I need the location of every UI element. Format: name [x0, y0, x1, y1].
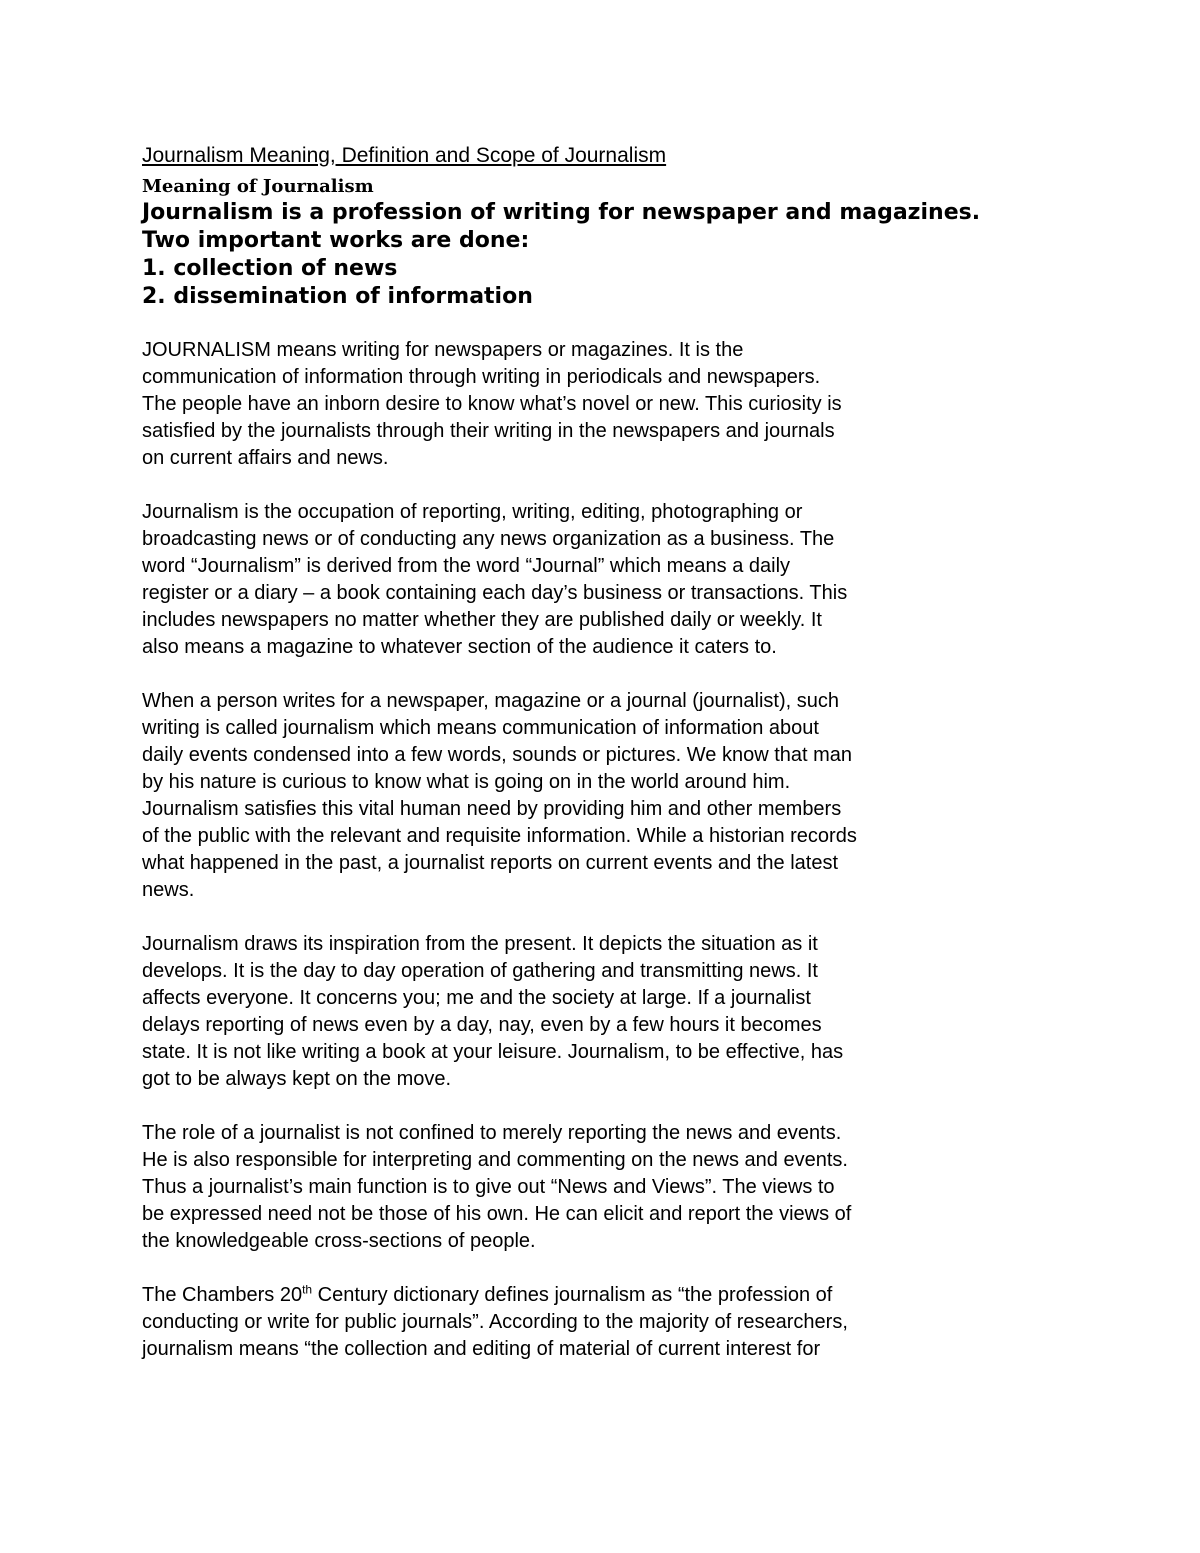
paragraph-role-of-journalist: The role of a journalist is not confined to merely reporting the news and events. He is also responsible for interpreting and commenting on the news and events. Thus a journalist’s main function is to give out “News and Views”. The views to be expressed need not be those of his own. He can elicit and report the views of the knowledgeable cross-sections of people.: [142, 1122, 852, 1252]
paragraph-inspiration: Journalism draws its inspiration from the present. It depicts the situation as it develops. It is the day to day operation of gathering and transmitting news. It affects everyone. It concerns you; me and the society at large. If a journalist delays reporting of news even by a day, nay, even by a few hours it becomes state. It is not like writing a book at your leisure. Journalism, to be effective, has got to be always kept on the move.: [142, 933, 844, 1090]
document-title: Journalism Meaning, Definition and Scope of Journalism: [142, 144, 667, 167]
ordinal-superscript: th: [302, 1282, 313, 1297]
list-item: 1. collection of news: [142, 256, 398, 281]
chambers-text-rest: Century dictionary defines journalism as “the profession of conducting or write for public journals”. According to the majority of researchers, journalism means “the collection and editing of material of current interest for: [142, 1284, 848, 1360]
intro-line: Two important works are done:: [142, 228, 530, 253]
paragraph-person-writes: When a person writes for a newspaper, magazine or a journal (journalist), such writing is called journalism which means communication of information about daily events condensed into a few words, sounds or pictures. We know that man by his nature is curious to know what is going on in the world around him. Journalism satisfies this vital human need by providing him and other members of the public with the relevant and requisite information. While a historian records what happened in the past, a journalist reports on current events and the latest news.: [142, 690, 857, 901]
intro-block: [142, 199, 1072, 311]
section-heading: Meaning of Journalism: [142, 176, 374, 197]
paragraph-chambers-definition: [142, 1282, 1072, 1363]
paragraph-journalism-meaning: JOURNALISM means writing for newspapers or magazines. It is the communication of information through writing in periodicals and newspapers. The people have an inborn desire to know what’s novel or new. This curiosity is satisfied by the journalists through their writing in the newspapers and journals on current affairs and news.: [142, 339, 842, 469]
paragraph-occupation: Journalism is the occupation of reporting, writing, editing, photographing or broadcasting news or of conducting any news organization as a business. The word “Journalism” is derived from the word “Journal” which means a daily register or a diary – a book containing each day’s business or transactions. This includes newspapers no matter whether they are published daily or weekly. It also means a magazine to whatever section of the audience it caters to.: [142, 501, 848, 658]
chambers-text-start: The Chambers 20: [142, 1284, 303, 1306]
list-item: 2. dissemination of information: [142, 284, 533, 309]
document-page: [142, 142, 1072, 1390]
intro-line: Journalism is a profession of writing for newspaper and magazines.: [142, 200, 981, 225]
